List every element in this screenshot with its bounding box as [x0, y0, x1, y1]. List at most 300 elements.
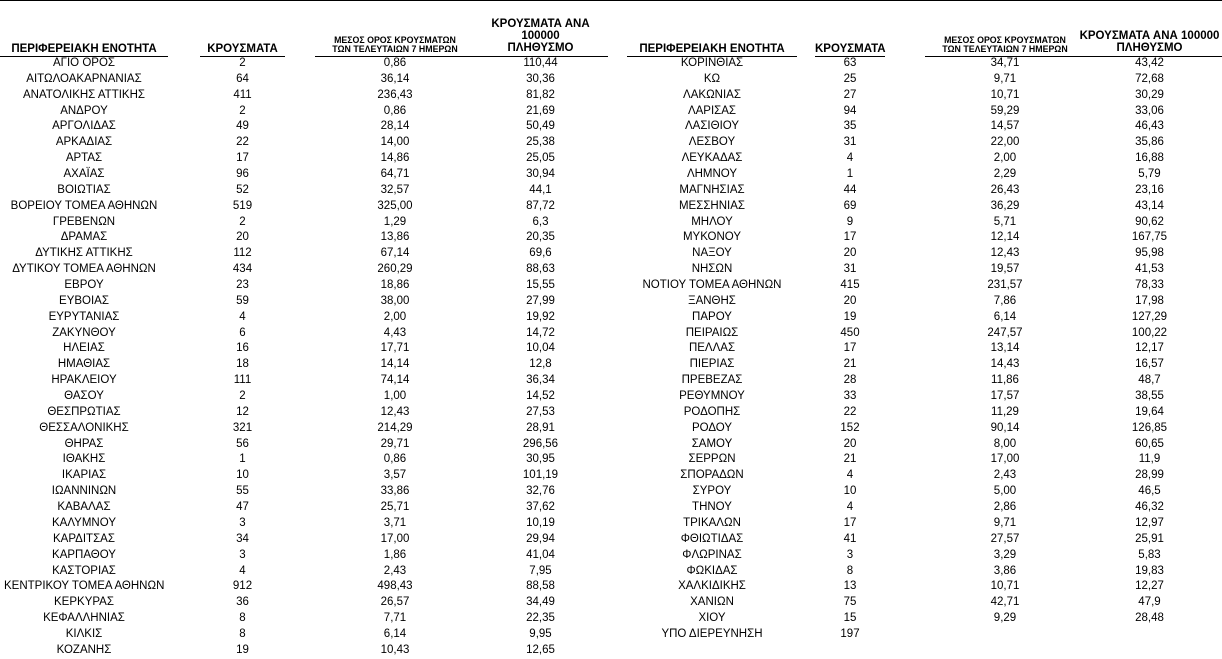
right-header-row: [615, 0, 1222, 56]
table-row: [615, 151, 1222, 167]
cell-avg7: 12,43: [380, 405, 410, 418]
cell-region: ΛΗΜΝΟΥ: [686, 168, 738, 181]
table-row: [615, 452, 1222, 468]
table-row: [615, 183, 1222, 199]
left-header-row: [0, 0, 615, 56]
table-row: [0, 230, 615, 246]
cell-cases: 20: [236, 231, 249, 244]
cell-region: ΙΩΑΝΝΙΝΩΝ: [51, 485, 117, 498]
cell-avg7: 25,71: [380, 501, 410, 514]
cell-cases: 8: [239, 627, 246, 640]
cell-avg7: 5,71: [993, 215, 1017, 228]
cell-avg7: 17,00: [990, 453, 1020, 466]
cell-per100k: 23,16: [1135, 183, 1164, 196]
cell-avg7: 325,00: [377, 199, 413, 212]
cell-region: ΓΡΕΒΕΝΩΝ: [52, 215, 116, 228]
cell-per100k: 101,19: [522, 469, 559, 482]
cell-avg7: 22,00: [990, 136, 1020, 149]
cell-region: ΒΟΡΕΙΟΥ ΤΟΜΕΑ ΑΘΗΝΩΝ: [10, 199, 158, 212]
cell-avg7: 11,86: [991, 374, 1019, 387]
cell-region: ΛΑΚΩΝΙΑΣ: [683, 88, 741, 101]
cell-region: ΒΟΙΩΤΙΑΣ: [57, 183, 111, 196]
cell-region: ΝΗΣΩΝ: [691, 263, 733, 276]
table-row: [0, 564, 615, 580]
cell-per100k: 10,19: [526, 516, 555, 529]
cell-per100k: 87,72: [526, 199, 555, 212]
cell-cases: 13: [843, 580, 857, 593]
cell-per100k: 19,92: [526, 310, 555, 323]
cell-per100k: 81,82: [526, 88, 555, 101]
table-row: [0, 88, 615, 104]
table-row: [615, 627, 1222, 643]
cell-avg7: 5,00: [993, 485, 1017, 498]
cell-avg7: 214,29: [377, 421, 413, 434]
cell-avg7: 19,57: [990, 263, 1020, 276]
cell-cases: 912: [232, 580, 253, 593]
table-row: [615, 389, 1222, 405]
cell-avg7: 3,57: [383, 469, 407, 482]
header-cases: ΚΡΟΥΣΜΑΤΑ: [815, 42, 886, 55]
cell-region: ΑΡΓΟΛΙΔΑΣ: [52, 120, 116, 133]
cell-avg7: 10,71: [990, 580, 1020, 593]
cell-cases: 15: [843, 612, 857, 625]
cell-region: ΘΑΣΟΥ: [64, 390, 104, 403]
cell-avg7: 4,43: [383, 326, 407, 339]
cell-region: ΜΗΛΟΥ: [691, 215, 733, 228]
cell-cases: 2: [239, 104, 246, 117]
header-avg7-line1: ΜΕΣΟΣ ΟΡΟΣ ΚΡΟΥΣΜΑΤΩΝ: [334, 34, 456, 45]
table-row: [0, 326, 615, 342]
cell-per100k: 88,58: [526, 580, 555, 593]
cell-cases: 22: [843, 405, 857, 418]
cell-cases: 10: [236, 469, 249, 482]
cell-per100k: 46,43: [1135, 120, 1164, 133]
cell-region: ΕΒΡΟΥ: [64, 279, 104, 292]
table-row: [0, 135, 615, 151]
table-row: [0, 373, 615, 389]
table-row: [615, 548, 1222, 564]
table-row: [0, 119, 615, 135]
right-table-body: [615, 56, 1222, 643]
cell-per100k: 10,04: [526, 342, 555, 355]
cell-region: ΞΑΝΘΗΣ: [688, 294, 736, 307]
table-row: [0, 548, 615, 564]
cell-cases: 25: [843, 72, 857, 85]
cell-region: ΣΕΡΡΩΝ: [688, 453, 736, 466]
cell-region: ΝΟΤΙΟΥ ΤΟΜΕΑ ΑΘΗΝΩΝ: [642, 279, 782, 292]
cell-cases: 197: [840, 627, 860, 640]
table-row: [0, 516, 615, 532]
cell-avg7: 18,86: [380, 279, 410, 292]
cell-cases: 33: [843, 390, 857, 403]
cell-region: ΠΕΙΡΑΙΩΣ: [685, 326, 739, 339]
cell-per100k: 100,22: [1131, 326, 1168, 339]
table-row: [0, 262, 615, 278]
table-row: [615, 278, 1222, 294]
cell-region: ΧΙΟΥ: [698, 612, 726, 625]
table-row: [0, 72, 615, 88]
cell-cases: 3: [239, 516, 246, 529]
cell-avg7: 17,57: [990, 390, 1020, 403]
cell-avg7: 12,43: [990, 247, 1020, 260]
cell-avg7: 17,00: [380, 532, 410, 545]
table-row: [0, 532, 615, 548]
cell-cases: 1: [239, 453, 246, 466]
cell-per100k: 33,06: [1135, 104, 1164, 117]
cell-per100k: 48,7: [1138, 374, 1161, 387]
table-row: [615, 215, 1222, 231]
header-per100k: [473, 18, 608, 54]
cell-per100k: 25,05: [526, 152, 555, 165]
cell-avg7: 38,00: [380, 294, 410, 307]
table-row: [615, 500, 1222, 516]
cell-avg7: 498,43: [377, 580, 413, 593]
cell-cases: 4: [846, 152, 854, 165]
cell-per100k: 43,14: [1135, 199, 1164, 212]
cell-avg7: 3,29: [993, 548, 1017, 561]
cell-per100k: 29,94: [526, 532, 555, 545]
cell-cases: 9: [846, 215, 854, 228]
table-row: [615, 437, 1222, 453]
cell-cases: 49: [236, 120, 249, 133]
cell-avg7: 14,43: [990, 358, 1020, 371]
cell-per100k: 36,34: [526, 374, 555, 387]
cell-cases: 17: [843, 342, 857, 355]
cell-cases: 64: [236, 72, 249, 85]
cell-per100k: 5,83: [1138, 548, 1161, 561]
table-row: [615, 373, 1222, 389]
cell-cases: 96: [236, 168, 249, 181]
cell-avg7: 14,57: [990, 120, 1020, 133]
cell-region: ΗΛΕΙΑΣ: [63, 342, 105, 355]
cell-avg7: 36,14: [380, 72, 410, 85]
cell-cases: 3: [239, 548, 246, 561]
cell-region: ΔΥΤΙΚΗΣ ΑΤΤΙΚΗΣ: [35, 247, 133, 260]
table-row: [615, 341, 1222, 357]
cell-cases: 36: [236, 596, 249, 609]
header-per100k-line2: ΠΛΗΘΥΣΜΟ: [1116, 41, 1183, 54]
cell-region: ΦΛΩΡΙΝΑΣ: [682, 548, 742, 561]
cell-cases: 12: [236, 405, 249, 418]
table-row: [0, 627, 615, 643]
table-row: [615, 484, 1222, 500]
cell-region: ΚΕΡΚΥΡΑΣ: [54, 596, 114, 609]
cell-avg7: 34,71: [990, 57, 1020, 69]
cell-region: ΡΕΘΥΜΝΟΥ: [679, 390, 745, 403]
cell-cases: 4: [846, 501, 854, 514]
cell-per100k: 28,48: [1135, 612, 1164, 625]
cell-cases: 321: [232, 421, 253, 434]
table-row: [0, 500, 615, 516]
cell-avg7: 9,29: [993, 612, 1017, 625]
table-row: [0, 310, 615, 326]
cell-cases: 8: [239, 612, 246, 625]
cell-avg7: 10,71: [990, 88, 1020, 101]
cell-avg7: 67,14: [380, 247, 410, 260]
cell-per100k: 127,29: [1131, 310, 1168, 323]
cell-region: ΠΡΕΒΕΖΑΣ: [681, 374, 743, 387]
table-row: [0, 246, 615, 262]
cell-avg7: 3,86: [993, 564, 1017, 577]
cell-region: ΡΟΔΟΠΗΣ: [683, 405, 741, 418]
cell-avg7: 0,86: [383, 104, 407, 117]
cell-region: ΜΕΣΣΗΝΙΑΣ: [678, 199, 746, 212]
table-row: [615, 579, 1222, 595]
cell-region: ΚΙΛΚΙΣ: [65, 627, 103, 640]
cell-per100k: 90,62: [1135, 215, 1164, 228]
table-row: [0, 104, 615, 120]
cell-region: ΦΘΙΩΤΙΔΑΣ: [680, 532, 744, 545]
cell-cases: 56: [236, 437, 249, 450]
cell-region: ΙΘΑΚΗΣ: [62, 453, 106, 466]
cell-avg7: 9,71: [993, 72, 1017, 85]
table-row: [0, 167, 615, 183]
cell-per100k: 22,35: [526, 612, 555, 625]
cell-per100k: 30,29: [1135, 88, 1164, 101]
cell-region: ΑΡΤΑΣ: [65, 152, 103, 165]
table-row: [0, 484, 615, 500]
cell-cases: 94: [843, 104, 857, 117]
table-row: [615, 564, 1222, 580]
cell-region: ΚΩ: [703, 72, 721, 85]
cell-avg7: 26,57: [380, 596, 410, 609]
cell-avg7: 247,57: [987, 326, 1023, 339]
cell-per100k: 30,95: [526, 453, 555, 466]
header-per100k: [1077, 30, 1222, 54]
cell-region: ΣΥΡΟΥ: [692, 485, 732, 498]
table-row: [615, 405, 1222, 421]
cell-region: ΡΟΔΟΥ: [691, 421, 733, 434]
cell-per100k: 78,33: [1135, 279, 1164, 292]
cell-per100k: 14,72: [526, 326, 555, 339]
cell-cases: 434: [232, 263, 253, 276]
cell-cases: 111: [233, 374, 252, 387]
table-row: [0, 643, 615, 659]
cell-per100k: 28,91: [526, 421, 555, 434]
header-per100k-line1: ΚΡΟΥΣΜΑΤΑ ΑΝΑ 100000: [1079, 29, 1220, 42]
cell-cases: 10: [843, 485, 857, 498]
table-row: [0, 278, 615, 294]
cell-per100k: 17,98: [1135, 294, 1164, 307]
cell-avg7: 0,86: [383, 453, 407, 466]
cell-per100k: 12,17: [1135, 342, 1164, 355]
cell-per100k: 37,62: [526, 501, 555, 514]
cell-region: ΚΑΒΑΛΑΣ: [57, 501, 111, 514]
table-row: [0, 151, 615, 167]
cell-cases: 2: [239, 390, 246, 403]
cell-cases: 3: [846, 548, 854, 561]
cell-per100k: 15,55: [526, 279, 555, 292]
cell-per100k: 34,49: [526, 596, 555, 609]
cell-per100k: 296,56: [522, 437, 559, 450]
cell-avg7: 2,00: [383, 310, 407, 323]
cell-cases: 28: [843, 374, 857, 387]
cell-per100k: 19,83: [1135, 564, 1164, 577]
cell-per100k: 27,99: [526, 294, 555, 307]
cell-region: ΘΕΣΠΡΩΤΙΑΣ: [47, 405, 121, 418]
cell-per100k: 27,53: [526, 405, 555, 418]
table-row: [615, 167, 1222, 183]
cell-cases: 415: [840, 279, 860, 292]
cell-per100k: 69,6: [529, 247, 552, 260]
cell-region: ΝΑΞΟΥ: [692, 247, 732, 260]
cell-avg7: 11,29: [991, 405, 1019, 418]
table-row: [0, 199, 615, 215]
cell-per100k: 25,38: [526, 136, 555, 149]
cell-per100k: 88,63: [526, 263, 555, 276]
table-row: [615, 310, 1222, 326]
table-row: [615, 246, 1222, 262]
header-per100k-line1: ΚΡΟΥΣΜΑΤΑ ΑΝΑ 100000: [491, 17, 590, 42]
cell-per100k: 43,42: [1135, 57, 1164, 69]
cell-avg7: 26,43: [990, 183, 1020, 196]
cell-region: ΧΑΝΙΩΝ: [690, 596, 734, 609]
cell-per100k: 28,99: [1135, 469, 1164, 482]
table-row: [615, 88, 1222, 104]
cell-region: ΜΥΚΟΝΟΥ: [682, 231, 742, 244]
cell-cases: 21: [843, 358, 857, 371]
cell-per100k: 16,88: [1135, 152, 1164, 165]
header-region: ΠΕΡΙΦΕΡΕΙΑΚΗ ΕΝΟΤΗΤΑ: [639, 42, 785, 55]
table-row: [615, 56, 1222, 72]
cell-avg7: 32,57: [380, 183, 410, 196]
table-row: [0, 452, 615, 468]
table-row: [0, 468, 615, 484]
cell-per100k: 35,86: [1135, 136, 1164, 149]
cell-region: ΛΑΣΙΘΙΟΥ: [684, 120, 740, 133]
cell-avg7: 36,29: [990, 199, 1020, 212]
cell-avg7: 64,71: [380, 168, 410, 181]
cell-per100k: 44,1: [529, 183, 552, 196]
cell-cases: 52: [236, 183, 249, 196]
cell-per100k: 12,27: [1135, 580, 1164, 593]
cell-cases: 8: [846, 564, 854, 577]
cell-avg7: 3,71: [383, 516, 407, 529]
table-row: [0, 595, 615, 611]
cell-region: ΛΕΣΒΟΥ: [688, 136, 736, 149]
cell-per100k: 47,9: [1138, 596, 1161, 609]
cell-per100k: 5,79: [1138, 168, 1161, 181]
cell-cases: 55: [236, 485, 249, 498]
cell-cases: 23: [236, 279, 249, 292]
header-avg7: [315, 36, 475, 54]
cell-avg7: 28,14: [380, 120, 410, 133]
cell-cases: 20: [843, 247, 857, 260]
cell-avg7: 0,86: [383, 57, 407, 69]
cell-avg7: 59,29: [990, 104, 1020, 117]
cell-avg7: 2,00: [993, 152, 1017, 165]
cell-avg7: 13,14: [990, 342, 1020, 355]
cell-region: ΕΥΡΥΤΑΝΙΑΣ: [48, 310, 120, 323]
cell-per100k: 46,5: [1138, 485, 1161, 498]
cell-region: ΥΠΟ ΔΙΕΡΕΥΝΗΣΗ: [661, 627, 763, 640]
cell-avg7: 6,14: [993, 310, 1017, 323]
cell-per100k: 30,94: [526, 168, 555, 181]
table-row: [615, 326, 1222, 342]
cell-avg7: 1,00: [383, 390, 407, 403]
table-row: [0, 579, 615, 595]
cell-per100k: 41,04: [526, 548, 555, 561]
table-row: [615, 104, 1222, 120]
table-row: [0, 421, 615, 437]
cell-avg7: 1,29: [383, 215, 407, 228]
cell-avg7: 1,86: [383, 548, 407, 561]
header-cases: ΚΡΟΥΣΜΑΤΑ: [207, 42, 278, 55]
table-row: [0, 405, 615, 421]
table-row: [615, 199, 1222, 215]
cell-cases: 19: [843, 310, 857, 323]
cell-region: ΛΑΡΙΣΑΣ: [687, 104, 737, 117]
cell-region: ΧΑΛΚΙΔΙΚΗΣ: [678, 580, 746, 593]
cell-avg7: 14,14: [380, 358, 410, 371]
table-row: [615, 421, 1222, 437]
cell-region: ΑΝΑΤΟΛΙΚΗΣ ΑΤΤΙΚΗΣ: [22, 88, 145, 101]
cell-per100k: 11,9: [1138, 453, 1161, 466]
cell-per100k: 60,65: [1135, 437, 1164, 450]
cell-region: ΚΑΡΠΑΘΟΥ: [52, 548, 116, 561]
cell-per100k: 14,52: [526, 390, 555, 403]
cell-region: ΑΡΚΑΔΙΑΣ: [55, 136, 113, 149]
cell-region: ΗΡΑΚΛΕΙΟΥ: [51, 374, 117, 387]
cell-region: ΑΙΤΩΛΟΑΚΑΡΝΑΝΙΑΣ: [26, 72, 142, 85]
cell-per100k: 19,64: [1135, 405, 1164, 418]
cell-region: ΑΧΑΪΑΣ: [63, 168, 105, 181]
cell-per100k: 6,3: [532, 215, 549, 228]
cell-avg7: 9,71: [993, 516, 1017, 529]
cell-avg7: 17,71: [380, 342, 410, 355]
cell-cases: 59: [236, 294, 249, 307]
cell-cases: 152: [840, 421, 860, 434]
cell-avg7: 14,00: [380, 136, 410, 149]
cell-cases: 27: [843, 88, 857, 101]
table-row: [615, 72, 1222, 88]
cell-per100k: 16,57: [1135, 358, 1164, 371]
cell-cases: 6: [239, 326, 246, 339]
cell-avg7: 8,00: [993, 437, 1017, 450]
cell-per100k: 20,35: [526, 231, 555, 244]
cell-avg7: 2,43: [383, 564, 407, 577]
cell-per100k: 7,95: [529, 564, 552, 577]
table-row: [615, 595, 1222, 611]
cell-region: ΤΡΙΚΑΛΩΝ: [683, 516, 741, 529]
cell-per100k: 72,68: [1135, 72, 1164, 85]
header-avg7-line2: ΤΩΝ ΤΕΛΕΥΤΑΙΩΝ 7 ΗΜΕΡΩΝ: [332, 43, 458, 54]
cell-region: ΘΗΡΑΣ: [64, 437, 104, 450]
cell-cases: 34: [236, 532, 249, 545]
cell-region: ΑΝΔΡΟΥ: [60, 104, 108, 117]
cell-cases: 22: [236, 136, 249, 149]
cell-per100k: 41,53: [1135, 263, 1164, 276]
table-row: [0, 437, 615, 453]
cell-avg7: 231,57: [987, 279, 1023, 292]
table-row: [0, 56, 615, 72]
cell-cases: 16: [236, 342, 249, 355]
cell-cases: 19: [236, 643, 249, 656]
cell-region: ΚΟΡΙΝΘΙΑΣ: [680, 57, 744, 69]
cell-per100k: 110,44: [523, 57, 558, 69]
cell-per100k: 25,91: [1135, 532, 1164, 545]
left-table-body: [0, 56, 615, 659]
table-row: [615, 516, 1222, 532]
cell-region: ΖΑΚΥΝΘΟΥ: [52, 326, 116, 339]
cell-avg7: 29,71: [380, 437, 410, 450]
table-row: [0, 183, 615, 199]
cell-cases: 20: [843, 437, 857, 450]
cell-avg7: 260,29: [377, 263, 413, 276]
cell-avg7: 74,14: [380, 374, 410, 387]
cell-cases: 411: [233, 88, 252, 101]
cell-cases: 44: [843, 183, 857, 196]
